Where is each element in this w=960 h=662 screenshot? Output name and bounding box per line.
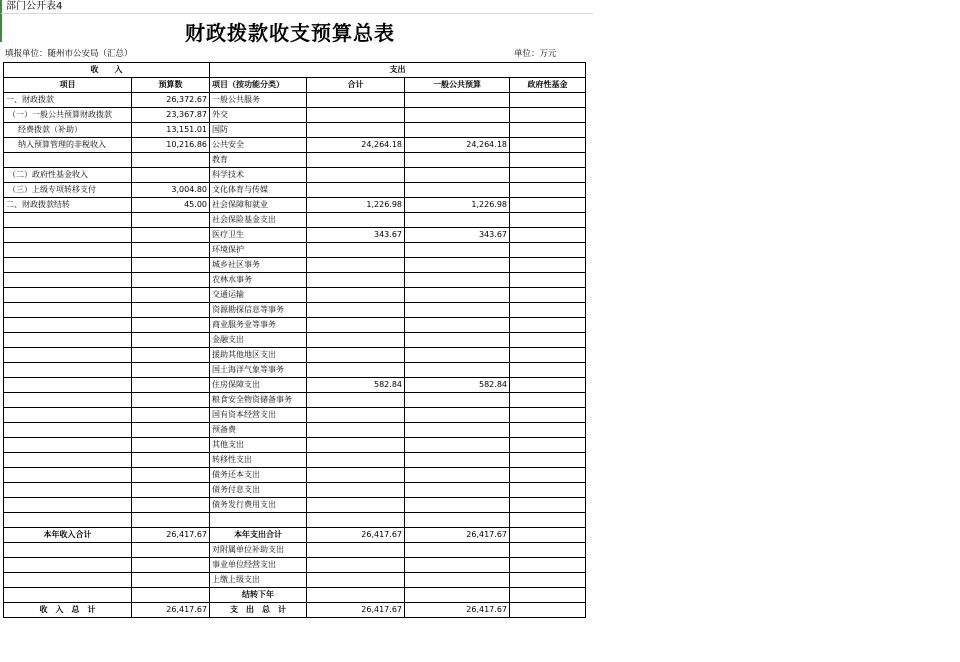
table-row <box>4 453 586 468</box>
table-row <box>4 138 586 153</box>
expense-general-cell <box>405 258 510 273</box>
income-budget-cell: 26,417.67 <box>132 603 210 618</box>
expense-total-cell: 343.67 <box>307 228 405 243</box>
expense-fund-cell <box>510 438 586 453</box>
expense-general-cell <box>405 333 510 348</box>
expense-total-cell <box>307 123 405 138</box>
expense-item-cell: 社会保障和就业 <box>210 198 307 213</box>
income-budget-cell <box>132 318 210 333</box>
income-item-cell: 纳入预算管理的非税收入 <box>4 138 132 153</box>
expense-fund-cell <box>510 93 586 108</box>
income-budget-cell: 26,417.67 <box>132 528 210 543</box>
expense-fund-cell <box>510 408 586 423</box>
expense-total-cell: 582.84 <box>307 378 405 393</box>
expense-general-cell <box>405 438 510 453</box>
income-budget-cell: 13,151.01 <box>132 123 210 138</box>
income-item-cell <box>4 453 132 468</box>
expense-general-cell <box>405 273 510 288</box>
expense-general-cell <box>405 363 510 378</box>
col-header-gov-fund: 政府性基金 <box>510 78 586 93</box>
expense-item-cell: 粮食安全物资储备事务 <box>210 393 307 408</box>
table-row <box>4 198 586 213</box>
expense-general-cell: 26,417.67 <box>405 603 510 618</box>
expense-general-cell <box>405 573 510 588</box>
income-item-cell <box>4 588 132 603</box>
income-budget-cell <box>132 543 210 558</box>
income-item-cell: 二、财政拨款结转 <box>4 198 132 213</box>
table-row <box>4 333 586 348</box>
income-budget-cell <box>132 333 210 348</box>
expense-total-cell <box>307 303 405 318</box>
expense-general-cell <box>405 243 510 258</box>
expense-total-cell <box>307 513 405 528</box>
page-title: 财政拨款收支预算总表 <box>185 21 395 45</box>
table-row <box>4 393 586 408</box>
reporting-unit: 填报单位：随州市公安局（汇总） <box>5 49 133 59</box>
expense-item-cell: 文化体育与传媒 <box>210 183 307 198</box>
income-budget-cell <box>132 228 210 243</box>
col-header-general-budget: 一般公共预算 <box>405 78 510 93</box>
table-row <box>4 363 586 378</box>
expense-item-cell: 援助其他地区支出 <box>210 348 307 363</box>
table-row <box>4 228 586 243</box>
expense-total-cell <box>307 273 405 288</box>
expense-total-cell <box>307 333 405 348</box>
expense-fund-cell <box>510 603 586 618</box>
income-budget-cell <box>132 423 210 438</box>
expense-item-cell: 国防 <box>210 123 307 138</box>
expense-item-cell: 公共安全 <box>210 138 307 153</box>
income-budget-cell <box>132 498 210 513</box>
income-budget-cell <box>132 453 210 468</box>
income-item-cell <box>4 513 132 528</box>
table-row <box>4 573 586 588</box>
expense-item-cell: 环境保护 <box>210 243 307 258</box>
expense-general-cell <box>405 288 510 303</box>
expense-general-cell <box>405 153 510 168</box>
expense-general-cell <box>405 213 510 228</box>
expense-total-cell <box>307 108 405 123</box>
income-budget-cell <box>132 468 210 483</box>
income-item-cell <box>4 243 132 258</box>
expense-fund-cell <box>510 303 586 318</box>
income-item-cell: （一）一般公共预算财政拨款 <box>4 108 132 123</box>
income-item-cell <box>4 258 132 273</box>
expense-general-cell <box>405 108 510 123</box>
expense-total-cell <box>307 153 405 168</box>
expense-item-cell: 城乡社区事务 <box>210 258 307 273</box>
expense-fund-cell <box>510 288 586 303</box>
expense-section-header: 支出 <box>210 63 586 78</box>
expense-total-cell <box>307 588 405 603</box>
expense-general-cell <box>405 408 510 423</box>
income-budget-cell <box>132 348 210 363</box>
expense-item-cell: 债务发行费用支出 <box>210 498 307 513</box>
expense-item-cell: 住房保障支出 <box>210 378 307 393</box>
income-budget-cell <box>132 243 210 258</box>
income-item-cell <box>4 438 132 453</box>
table-row <box>4 483 586 498</box>
expense-general-cell <box>405 468 510 483</box>
income-budget-cell <box>132 558 210 573</box>
income-budget-cell <box>132 393 210 408</box>
expense-item-cell: 外交 <box>210 108 307 123</box>
table-row <box>4 528 586 543</box>
expense-total-cell <box>307 543 405 558</box>
table-row <box>4 273 586 288</box>
col-header-budget: 预算数 <box>132 78 210 93</box>
income-item-cell <box>4 303 132 318</box>
table-row <box>4 558 586 573</box>
income-item-cell <box>4 363 132 378</box>
expense-total-cell: 26,417.67 <box>307 603 405 618</box>
expense-total-cell <box>307 573 405 588</box>
expense-total-cell: 26,417.67 <box>307 528 405 543</box>
budget-summary-table <box>3 62 586 618</box>
table-row <box>4 498 586 513</box>
income-item-cell <box>4 393 132 408</box>
expense-fund-cell <box>510 168 586 183</box>
income-item-cell <box>4 213 132 228</box>
expense-fund-cell <box>510 258 586 273</box>
table-row <box>4 348 586 363</box>
income-budget-cell <box>132 288 210 303</box>
expense-fund-cell <box>510 213 586 228</box>
expense-item-cell: 转移性支出 <box>210 453 307 468</box>
expense-general-cell <box>405 393 510 408</box>
income-budget-cell <box>132 363 210 378</box>
table-row <box>4 513 586 528</box>
expense-total-cell <box>307 453 405 468</box>
table-row <box>4 603 586 618</box>
expense-item-cell: 社会保险基金支出 <box>210 213 307 228</box>
table-row <box>4 588 586 603</box>
table-row <box>4 288 586 303</box>
expense-fund-cell <box>510 528 586 543</box>
expense-item-cell: 本年支出合计 <box>210 528 307 543</box>
expense-general-cell: 343.67 <box>405 228 510 243</box>
expense-item-cell: 教育 <box>210 153 307 168</box>
income-item-cell <box>4 543 132 558</box>
income-item-cell: 收 入 总 计 <box>4 603 132 618</box>
income-budget-cell: 45.00 <box>132 198 210 213</box>
income-budget-cell <box>132 258 210 273</box>
table-row <box>4 318 586 333</box>
expense-total-cell <box>307 168 405 183</box>
expense-item-cell: 农林水事务 <box>210 273 307 288</box>
expense-fund-cell <box>510 588 586 603</box>
income-budget-cell: 3,004.80 <box>132 183 210 198</box>
expense-item-cell: 交通运输 <box>210 288 307 303</box>
expense-fund-cell <box>510 453 586 468</box>
expense-total-cell: 24,264.18 <box>307 138 405 153</box>
expense-total-cell: 1,226.98 <box>307 198 405 213</box>
expense-general-cell <box>405 588 510 603</box>
income-budget-cell <box>132 573 210 588</box>
expense-general-cell: 24,264.18 <box>405 138 510 153</box>
income-budget-cell <box>132 273 210 288</box>
expense-item-cell: 国土海洋气象等事务 <box>210 363 307 378</box>
expense-fund-cell <box>510 423 586 438</box>
expense-fund-cell <box>510 363 586 378</box>
expense-total-cell <box>307 393 405 408</box>
expense-fund-cell <box>510 378 586 393</box>
expense-item-cell: 结转下年 <box>210 588 307 603</box>
income-item-cell <box>4 318 132 333</box>
expense-total-cell <box>307 258 405 273</box>
expense-item-cell <box>210 513 307 528</box>
expense-total-cell <box>307 243 405 258</box>
income-budget-cell <box>132 408 210 423</box>
expense-general-cell: 1,226.98 <box>405 198 510 213</box>
expense-general-cell <box>405 183 510 198</box>
expense-general-cell <box>405 423 510 438</box>
sheet-tab-label: 部门公开表4 <box>0 0 593 14</box>
expense-general-cell <box>405 483 510 498</box>
col-header-function: 项目（按功能分类） <box>210 78 307 93</box>
expense-fund-cell <box>510 468 586 483</box>
expense-total-cell <box>307 423 405 438</box>
expense-item-cell: 资源勘探信息等事务 <box>210 303 307 318</box>
income-budget-cell: 26,372.67 <box>132 93 210 108</box>
income-item-cell <box>4 558 132 573</box>
expense-total-cell <box>307 558 405 573</box>
income-item-cell <box>4 408 132 423</box>
income-budget-cell <box>132 483 210 498</box>
expense-general-cell <box>405 93 510 108</box>
expense-fund-cell <box>510 273 586 288</box>
expense-fund-cell <box>510 483 586 498</box>
expense-item-cell: 商业服务业等事务 <box>210 318 307 333</box>
income-item-cell <box>4 483 132 498</box>
table-row <box>4 408 586 423</box>
income-item-cell: 本年收入合计 <box>4 528 132 543</box>
expense-fund-cell <box>510 108 586 123</box>
expense-general-cell <box>405 318 510 333</box>
expense-fund-cell <box>510 228 586 243</box>
income-budget-cell <box>132 168 210 183</box>
expense-item-cell: 医疗卫生 <box>210 228 307 243</box>
expense-item-cell: 一般公共服务 <box>210 93 307 108</box>
income-budget-cell <box>132 513 210 528</box>
expense-general-cell <box>405 453 510 468</box>
expense-general-cell <box>405 543 510 558</box>
expense-total-cell <box>307 408 405 423</box>
col-header-total: 合计 <box>307 78 405 93</box>
income-item-cell <box>4 288 132 303</box>
table-row <box>4 258 586 273</box>
expense-item-cell: 国有资本经营支出 <box>210 408 307 423</box>
table-row <box>4 183 586 198</box>
expense-item-cell: 上缴上级支出 <box>210 573 307 588</box>
expense-item-cell: 支 出 总 计 <box>210 603 307 618</box>
income-budget-cell: 10,216.86 <box>132 138 210 153</box>
expense-item-cell: 事业单位经营支出 <box>210 558 307 573</box>
table-row <box>4 213 586 228</box>
expense-general-cell <box>405 513 510 528</box>
income-budget-cell <box>132 588 210 603</box>
expense-fund-cell <box>510 318 586 333</box>
income-budget-cell <box>132 213 210 228</box>
income-section-header: 收 入 <box>4 63 210 78</box>
income-item-cell <box>4 333 132 348</box>
income-item-cell <box>4 573 132 588</box>
table-row <box>4 423 586 438</box>
income-budget-cell: 23,367.87 <box>132 108 210 123</box>
expense-total-cell <box>307 363 405 378</box>
table-row <box>4 438 586 453</box>
expense-fund-cell <box>510 243 586 258</box>
expense-item-cell: 对附属单位补助支出 <box>210 543 307 558</box>
expense-total-cell <box>307 93 405 108</box>
expense-total-cell <box>307 213 405 228</box>
income-item-cell: （三）上级专项转移支付 <box>4 183 132 198</box>
expense-general-cell <box>405 348 510 363</box>
expense-fund-cell <box>510 198 586 213</box>
expense-total-cell <box>307 348 405 363</box>
expense-fund-cell <box>510 498 586 513</box>
col-header-item: 项目 <box>4 78 132 93</box>
expense-item-cell: 科学技术 <box>210 168 307 183</box>
income-item-cell <box>4 498 132 513</box>
expense-general-cell <box>405 303 510 318</box>
expense-total-cell <box>307 483 405 498</box>
expense-total-cell <box>307 468 405 483</box>
table-row <box>4 378 586 393</box>
expense-general-cell: 582.84 <box>405 378 510 393</box>
expense-fund-cell <box>510 138 586 153</box>
income-item-cell: 一、财政拨款 <box>4 93 132 108</box>
expense-item-cell: 债务还本支出 <box>210 468 307 483</box>
income-budget-cell <box>132 378 210 393</box>
income-item-cell: （二）政府性基金收入 <box>4 168 132 183</box>
expense-general-cell <box>405 558 510 573</box>
expense-fund-cell <box>510 558 586 573</box>
expense-general-cell <box>405 498 510 513</box>
expense-fund-cell <box>510 393 586 408</box>
expense-total-cell <box>307 318 405 333</box>
expense-fund-cell <box>510 513 586 528</box>
expense-total-cell <box>307 498 405 513</box>
expense-total-cell <box>307 183 405 198</box>
table-row <box>4 123 586 138</box>
table-row <box>4 168 586 183</box>
currency-unit: 单位：万元 <box>514 49 557 59</box>
section-header-row <box>4 63 586 78</box>
expense-total-cell <box>307 288 405 303</box>
expense-general-cell <box>405 168 510 183</box>
table-row <box>4 543 586 558</box>
expense-fund-cell <box>510 123 586 138</box>
income-item-cell <box>4 378 132 393</box>
table-row <box>4 108 586 123</box>
income-budget-cell <box>132 438 210 453</box>
table-row <box>4 303 586 318</box>
table-row <box>4 468 586 483</box>
table-row <box>4 93 586 108</box>
income-item-cell <box>4 468 132 483</box>
expense-fund-cell <box>510 333 586 348</box>
table-row <box>4 153 586 168</box>
column-header-row <box>4 78 586 93</box>
income-item-cell <box>4 273 132 288</box>
income-item-cell: 经费拨款（补助） <box>4 123 132 138</box>
income-budget-cell <box>132 303 210 318</box>
expense-fund-cell <box>510 183 586 198</box>
expense-fund-cell <box>510 573 586 588</box>
income-item-cell <box>4 423 132 438</box>
expense-general-cell <box>405 123 510 138</box>
table-row <box>4 243 586 258</box>
expense-item-cell: 金融支出 <box>210 333 307 348</box>
expense-item-cell: 其他支出 <box>210 438 307 453</box>
expense-fund-cell <box>510 543 586 558</box>
income-budget-cell <box>132 153 210 168</box>
expense-fund-cell <box>510 348 586 363</box>
income-item-cell <box>4 348 132 363</box>
selection-edge-marker <box>0 14 2 42</box>
income-item-cell <box>4 228 132 243</box>
expense-item-cell: 债务付息支出 <box>210 483 307 498</box>
income-item-cell <box>4 153 132 168</box>
expense-general-cell: 26,417.67 <box>405 528 510 543</box>
expense-item-cell: 预备费 <box>210 423 307 438</box>
expense-total-cell <box>307 438 405 453</box>
expense-fund-cell <box>510 153 586 168</box>
